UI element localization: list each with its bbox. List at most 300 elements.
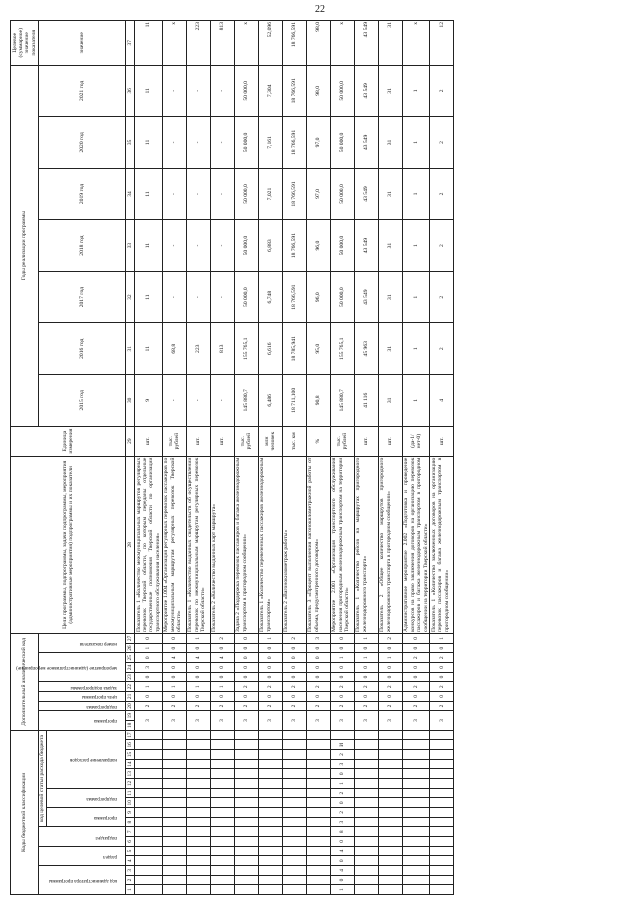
budget-code-cell xyxy=(186,730,210,740)
header-year-2021: 2021 год xyxy=(38,65,125,117)
analytic-code-cell: 3 xyxy=(135,711,163,730)
budget-code-cell xyxy=(210,798,234,808)
analytic-code-cell: 0 xyxy=(354,663,378,673)
year-value-cell: 6,883 xyxy=(258,220,282,272)
budget-code-cell xyxy=(402,769,430,779)
year-value-cell: - xyxy=(186,168,210,220)
analytic-code-cell: 2 xyxy=(258,682,282,692)
target-value-cell: 223 xyxy=(186,21,210,66)
target-value-cell: 98,0 xyxy=(306,21,330,66)
year-value-cell: 2 xyxy=(430,271,454,323)
budget-code-cell xyxy=(282,817,306,827)
analytic-code-cell: 1 xyxy=(354,653,378,663)
budget-code-cell xyxy=(378,827,402,837)
analytic-code-cell: 0 xyxy=(330,692,354,702)
budget-code-cell xyxy=(234,759,258,769)
budget-code-cell: 0 xyxy=(330,769,354,779)
analytic-code-cell: 0 xyxy=(186,643,210,653)
analytic-code-cell: 0 xyxy=(234,663,258,673)
budget-code-cell xyxy=(234,808,258,818)
column-number: 11 xyxy=(126,788,135,798)
year-value-cell: 11 xyxy=(135,271,163,323)
budget-code-cell xyxy=(258,769,282,779)
analytic-code-cell: 4 xyxy=(162,653,186,663)
target-value-cell: 18 766,591 xyxy=(282,21,306,66)
budget-code-cell xyxy=(430,817,454,827)
year-value-cell: 1 xyxy=(402,271,430,323)
year-value-cell: - xyxy=(210,65,234,117)
column-number: 5 xyxy=(126,846,135,856)
budget-code-cell xyxy=(354,875,378,885)
column-number: 24 xyxy=(126,663,135,673)
analytic-code-cell: 1 xyxy=(135,682,163,692)
budget-code-cell xyxy=(402,759,430,769)
analytic-code-cell: 2 xyxy=(258,701,282,711)
unit-cell: млн человек xyxy=(258,426,282,456)
analytic-code-cell: 0 xyxy=(306,663,330,673)
analytic-code-cell: 0 xyxy=(378,663,402,673)
analytic-code-cell: 0 xyxy=(186,692,210,702)
analytic-code-cell: 2 xyxy=(402,653,430,663)
budget-code-cell xyxy=(430,769,454,779)
analytic-code-cell: 0 xyxy=(282,672,306,682)
header-target-group: Целевое (суммарное) значение показателя xyxy=(11,21,39,66)
budget-code-cell xyxy=(282,779,306,789)
budget-code-cell xyxy=(162,779,186,789)
analytic-code-cell: 0 xyxy=(402,634,430,644)
budget-code-cell xyxy=(258,779,282,789)
unit-cell: шт. xyxy=(135,426,163,456)
header-analytic-event-num: номер показателя xyxy=(38,634,125,653)
budget-code-cell: 4 xyxy=(330,866,354,876)
year-value-cell: 18 766,591 xyxy=(282,168,306,220)
year-value-cell: 31 xyxy=(378,375,402,427)
analytic-code-cell: 0 xyxy=(258,643,282,653)
budget-code-cell xyxy=(210,885,234,895)
unit-cell: % xyxy=(306,426,330,456)
goal-text-cell: Мероприятие 1.004 «Организация регулярных перевозок пассажиров по межмуниципальным маршрутам регулярных перевозок Тверской области» xyxy=(162,456,186,633)
analytic-code-cell: 4 xyxy=(210,653,234,663)
budget-code-cell xyxy=(234,779,258,789)
budget-code-cell xyxy=(430,837,454,847)
budget-code-cell xyxy=(162,846,186,856)
year-value-cell: 4 xyxy=(430,375,454,427)
year-value-cell: 18 785,941 xyxy=(282,323,306,375)
analytic-code-cell: 3 xyxy=(186,711,210,730)
analytic-code-cell: 2 xyxy=(306,682,330,692)
budget-code-cell xyxy=(282,856,306,866)
year-value-cell: 31 xyxy=(378,323,402,375)
analytic-code-cell: 0 xyxy=(430,672,454,682)
analytic-code-cell: 0 xyxy=(430,643,454,653)
budget-code-cell xyxy=(354,856,378,866)
budget-code-cell xyxy=(234,750,258,760)
budget-code-cell xyxy=(378,779,402,789)
budget-code-cell xyxy=(234,856,258,866)
analytic-code-cell: 1 xyxy=(378,653,402,663)
analytic-code-cell: 2 xyxy=(162,701,186,711)
table-row xyxy=(135,21,163,895)
budget-code-cell xyxy=(135,798,163,808)
year-value-cell: 1 xyxy=(402,220,430,272)
unit-cell: тыс. км xyxy=(282,426,306,456)
year-value-cell: 6,486 xyxy=(258,375,282,427)
header-year-2017: 2017 год xyxy=(38,271,125,323)
budget-code-cell xyxy=(186,827,210,837)
table-row xyxy=(162,21,186,895)
year-value-cell: 9 xyxy=(135,375,163,427)
budget-code-cell xyxy=(378,759,402,769)
year-value-cell: 96,0 xyxy=(306,220,330,272)
budget-code-cell xyxy=(186,846,210,856)
year-value-cell: 31 xyxy=(378,220,402,272)
budget-code-cell xyxy=(378,808,402,818)
analytic-code-cell: 2 xyxy=(330,701,354,711)
year-value-cell: 50 000,0 xyxy=(330,168,354,220)
table-row xyxy=(282,21,306,895)
year-value-cell: 1 xyxy=(402,323,430,375)
analytic-code-cell: 2 xyxy=(234,701,258,711)
budget-code-cell: 0 xyxy=(330,837,354,847)
unit-cell: шт. xyxy=(378,426,402,456)
analytic-code-cell: 2 xyxy=(186,701,210,711)
budget-code-cell xyxy=(210,759,234,769)
budget-code-cell xyxy=(354,827,378,837)
rotated-table-container xyxy=(10,20,625,895)
budget-code-cell xyxy=(282,808,306,818)
analytic-code-cell: 0 xyxy=(378,672,402,682)
budget-code-cell xyxy=(306,788,330,798)
budget-code-cell xyxy=(135,769,163,779)
column-number: 26 xyxy=(126,643,135,653)
budget-code-cell xyxy=(234,817,258,827)
budget-code-cell xyxy=(306,817,330,827)
target-value-cell: x xyxy=(402,21,430,66)
column-number: 2 xyxy=(126,875,135,885)
budget-code-cell xyxy=(378,885,402,895)
budget-code-cell xyxy=(258,798,282,808)
year-value-cell: 43 549 xyxy=(354,117,378,169)
analytic-code-cell: 2 xyxy=(282,682,306,692)
budget-code-cell xyxy=(430,885,454,895)
column-number: 31 xyxy=(126,323,135,375)
analytic-code-cell: 1 xyxy=(354,634,378,644)
table-row xyxy=(430,21,454,895)
budget-code-cell xyxy=(430,866,454,876)
column-number: 13 xyxy=(126,769,135,779)
analytic-code-cell: 0 xyxy=(210,672,234,682)
budget-code-cell xyxy=(306,740,330,750)
year-value-cell: - xyxy=(210,117,234,169)
analytic-code-cell: 1 xyxy=(186,634,210,644)
budget-code-cell xyxy=(162,827,186,837)
budget-code-cell xyxy=(234,788,258,798)
year-value-cell: 68,8 xyxy=(162,323,186,375)
target-value-cell: 43 549 xyxy=(354,21,378,66)
column-number: 28 xyxy=(126,456,135,633)
analytic-code-cell: 1 xyxy=(135,643,163,653)
analytic-code-cell: 2 xyxy=(330,682,354,692)
year-value-cell: 97,0 xyxy=(306,117,330,169)
analytic-code-cell: 3 xyxy=(330,711,354,730)
budget-code-cell xyxy=(234,866,258,876)
header-csr-subprogram: подпрограмма xyxy=(47,788,126,807)
goal-text-cell: Показатель 1 «Количество межмуниципальных маршрутов регулярных перевозок Тверской области, по которым переданы отдельные государственные полномочия Тверской области по организации транспортного обслуживания населения» xyxy=(135,457,161,632)
budget-code-cell xyxy=(378,750,402,760)
budget-code-cell xyxy=(162,769,186,779)
budget-code-cell xyxy=(162,740,186,750)
budget-code-cell xyxy=(210,750,234,760)
year-value-cell: 50 000,0 xyxy=(234,220,258,272)
budget-code-cell xyxy=(378,837,402,847)
budget-code-cell xyxy=(354,837,378,847)
budget-code-cell: 8 xyxy=(330,827,354,837)
year-value-cell: 97,0 xyxy=(306,168,330,220)
budget-code-cell xyxy=(306,846,330,856)
budget-code-cell xyxy=(378,817,402,827)
budget-code-cell xyxy=(258,827,282,837)
analytic-code-cell: 3 xyxy=(210,711,234,730)
budget-code-cell xyxy=(162,808,186,818)
column-number: 20 xyxy=(126,701,135,711)
year-value-cell: 145 880,7 xyxy=(234,375,258,427)
budget-code-cell xyxy=(258,875,282,885)
budget-code-cell xyxy=(354,885,378,895)
header-year-2016: 2016 год xyxy=(38,323,125,375)
year-value-cell: 95,0 xyxy=(306,323,330,375)
budget-code-cell xyxy=(210,769,234,779)
analytic-code-cell: 3 xyxy=(135,663,163,673)
year-value-cell: 18 766,591 xyxy=(282,117,306,169)
budget-code-cell xyxy=(354,730,378,740)
budget-code-cell xyxy=(354,788,378,798)
year-value-cell: 90,8 xyxy=(306,375,330,427)
header-section: раздел xyxy=(38,846,125,865)
budget-code-cell xyxy=(186,779,210,789)
year-value-cell: 18 711,100 xyxy=(282,375,306,427)
budget-code-cell xyxy=(186,769,210,779)
table-row xyxy=(306,21,330,895)
column-number: 32 xyxy=(126,271,135,323)
budget-code-cell xyxy=(306,750,330,760)
year-value-cell: - xyxy=(186,117,210,169)
header-analytic-event: мероприятие (административное мероприятие) xyxy=(38,653,125,682)
column-number: 10 xyxy=(126,798,135,808)
budget-code-cell xyxy=(354,750,378,760)
column-number: 7 xyxy=(126,827,135,837)
analytic-code-cell: 0 xyxy=(306,692,330,702)
budget-code-cell xyxy=(402,798,430,808)
unit-cell: шт. xyxy=(430,426,454,456)
column-number: 19 xyxy=(126,711,135,721)
year-value-cell: 18 766,591 xyxy=(282,220,306,272)
analytic-code-cell: 3 xyxy=(354,711,378,730)
budget-code-cell xyxy=(162,856,186,866)
year-value-cell: - xyxy=(210,220,234,272)
year-value-cell: - xyxy=(210,375,234,427)
year-value-cell: 18 766,591 xyxy=(282,65,306,117)
table-row xyxy=(210,21,234,895)
budget-code-cell xyxy=(234,885,258,895)
analytic-code-cell: 0 xyxy=(430,692,454,702)
budget-code-cell xyxy=(258,817,282,827)
budget-code-cell xyxy=(430,875,454,885)
analytic-code-cell: 0 xyxy=(234,634,258,644)
budget-code-cell xyxy=(135,740,163,750)
analytic-code-cell: 2 xyxy=(430,701,454,711)
year-value-cell: 50 000,0 xyxy=(330,220,354,272)
goal-text-cell: Показатель 1 «Количество рейсов на маршрутах пригородного железнодорожного транспорта» xyxy=(354,456,378,633)
goal-text-cell: Показатель 3 «Процент выполнения вагонокилометражной работы от объема, предусмотренного договором» xyxy=(306,456,330,633)
year-value-cell: 813 xyxy=(210,323,234,375)
column-number: 15 xyxy=(126,750,135,760)
header-csr-program: программа xyxy=(47,808,126,827)
budget-code-cell xyxy=(258,788,282,798)
budget-code-cell xyxy=(186,856,210,866)
budget-code-cell xyxy=(306,875,330,885)
budget-code-cell xyxy=(186,759,210,769)
budget-code-cell xyxy=(402,788,430,798)
budget-code-cell xyxy=(135,808,163,818)
analytic-code-cell: 0 xyxy=(234,692,258,702)
analytic-code-cell: 3 xyxy=(162,711,186,730)
year-value-cell: 2 xyxy=(430,323,454,375)
table-row xyxy=(234,21,258,895)
budget-code-cell xyxy=(210,817,234,827)
budget-code-cell xyxy=(378,740,402,750)
unit-cell: шт. xyxy=(210,426,234,456)
year-value-cell: 2 xyxy=(430,220,454,272)
goal-text-cell: Административное мероприятие 2.002 «Подготовка и проведение конкурсов на право заключения договоров на организацию перевозок пассажиров и багажа железнодорожным транспортом в пригородном сообщении на территории Тверской области» xyxy=(403,457,429,632)
column-number: 30 xyxy=(126,375,135,427)
year-value-cell: - xyxy=(162,375,186,427)
budget-code-cell xyxy=(258,740,282,750)
budget-code-cell xyxy=(306,798,330,808)
budget-code-cell xyxy=(282,750,306,760)
goal-text-cell: Задача 2 «Поддержка перевозок пассажиров и багажа железнодорожным транспортом в пригородном сообщении» xyxy=(234,456,258,633)
budget-code-cell xyxy=(430,750,454,760)
budget-code-cell xyxy=(135,750,163,760)
analytic-code-cell: 2 xyxy=(354,682,378,692)
budget-code-cell xyxy=(402,730,430,740)
year-value-cell: 31 xyxy=(378,65,402,117)
analytic-code-cell: 1 xyxy=(330,653,354,663)
column-number: 14 xyxy=(126,759,135,769)
budget-code-cell xyxy=(354,759,378,769)
budget-code-cell xyxy=(135,837,163,847)
budget-code-cell xyxy=(162,875,186,885)
year-value-cell: 1 xyxy=(402,168,430,220)
analytic-code-cell: 2 xyxy=(282,634,306,644)
analytic-code-cell: 1 xyxy=(258,634,282,644)
year-value-cell: 11 xyxy=(135,323,163,375)
analytic-code-cell: 2 xyxy=(378,634,402,644)
year-value-cell: - xyxy=(162,117,186,169)
unit-cell: тыс. рублей xyxy=(162,426,186,456)
analytic-code-cell: 0 xyxy=(402,692,430,702)
budget-code-cell xyxy=(258,750,282,760)
unit-cell: тыс. рублей xyxy=(234,426,258,456)
budget-code-cell xyxy=(135,827,163,837)
year-value-cell: - xyxy=(162,271,186,323)
analytic-code-cell: 0 xyxy=(135,653,163,663)
column-number: 34 xyxy=(126,168,135,220)
budget-code-cell: 1 xyxy=(330,779,354,789)
budget-code-cell xyxy=(186,875,210,885)
analytic-code-cell: 0 xyxy=(282,663,306,673)
target-value-cell: x xyxy=(330,21,354,66)
year-value-cell: 31 xyxy=(378,117,402,169)
analytic-code-cell: 3 xyxy=(234,711,258,730)
analytic-code-cell: 3 xyxy=(378,711,402,730)
budget-code-cell xyxy=(306,827,330,837)
analytic-code-cell: 0 xyxy=(162,634,186,644)
year-value-cell: 223 xyxy=(186,323,210,375)
unit-cell: шт. xyxy=(354,426,378,456)
header-year-2019: 2019 год xyxy=(38,168,125,220)
budget-code-cell xyxy=(282,730,306,740)
column-number: 21 xyxy=(126,692,135,702)
target-value-cell: 12 xyxy=(430,21,454,66)
goal-text-cell: Показатель 2 «Общее количество маршрутов пригородного железнодорожного транспорта в пригородном сообщении» xyxy=(378,456,402,633)
budget-code-cell xyxy=(306,866,330,876)
year-value-cell: - xyxy=(186,375,210,427)
header-unit: Единица измерения xyxy=(11,426,126,456)
year-value-cell: 50 000,0 xyxy=(330,271,354,323)
header-goals: Цели программы, подпрограммы, задачи подпрограммы, мероприятия (административные мероприятия) подпрограммы и их показатели xyxy=(11,456,126,633)
analytic-code-cell: 2 xyxy=(282,701,306,711)
budget-code-cell xyxy=(402,866,430,876)
column-number: 9 xyxy=(126,808,135,818)
budget-code-cell xyxy=(306,808,330,818)
analytic-code-cell: 1 xyxy=(186,682,210,692)
budget-code-cell xyxy=(210,875,234,885)
analytic-code-cell: 2 xyxy=(378,682,402,692)
header-analytic-program: программа xyxy=(38,711,125,730)
budget-code-cell xyxy=(162,759,186,769)
budget-code-cell xyxy=(354,798,378,808)
budget-code-cell xyxy=(210,827,234,837)
analytic-code-cell: 0 xyxy=(162,672,186,682)
budget-code-cell xyxy=(162,885,186,895)
year-value-cell: 43 549 xyxy=(354,220,378,272)
analytic-code-cell: 2 xyxy=(210,701,234,711)
budget-code-cell xyxy=(210,866,234,876)
analytic-code-cell: 2 xyxy=(378,701,402,711)
table-row xyxy=(402,21,430,895)
budget-code-cell xyxy=(135,875,163,885)
header-analytic-goal: цель программы xyxy=(38,692,125,702)
budget-code-cell xyxy=(402,808,430,818)
budget-code-cell xyxy=(210,846,234,856)
budget-code-cell xyxy=(210,837,234,847)
budget-code-cell xyxy=(135,885,163,895)
analytic-code-cell: 0 xyxy=(306,653,330,663)
column-number: 23 xyxy=(126,672,135,682)
header-analytic-task: задача подпрограммы xyxy=(38,682,125,692)
budget-code-cell xyxy=(210,740,234,750)
year-value-cell: 7,304 xyxy=(258,65,282,117)
table-row xyxy=(354,21,378,895)
analytic-code-cell: 0 xyxy=(354,643,378,653)
analytic-code-cell: 0 xyxy=(354,692,378,702)
budget-code-cell xyxy=(234,827,258,837)
year-value-cell: 11 xyxy=(135,117,163,169)
year-value-cell: 41 116 xyxy=(354,375,378,427)
budget-code-cell: 3 xyxy=(330,759,354,769)
budget-code-cell xyxy=(306,769,330,779)
budget-code-cell: 0 xyxy=(330,875,354,885)
